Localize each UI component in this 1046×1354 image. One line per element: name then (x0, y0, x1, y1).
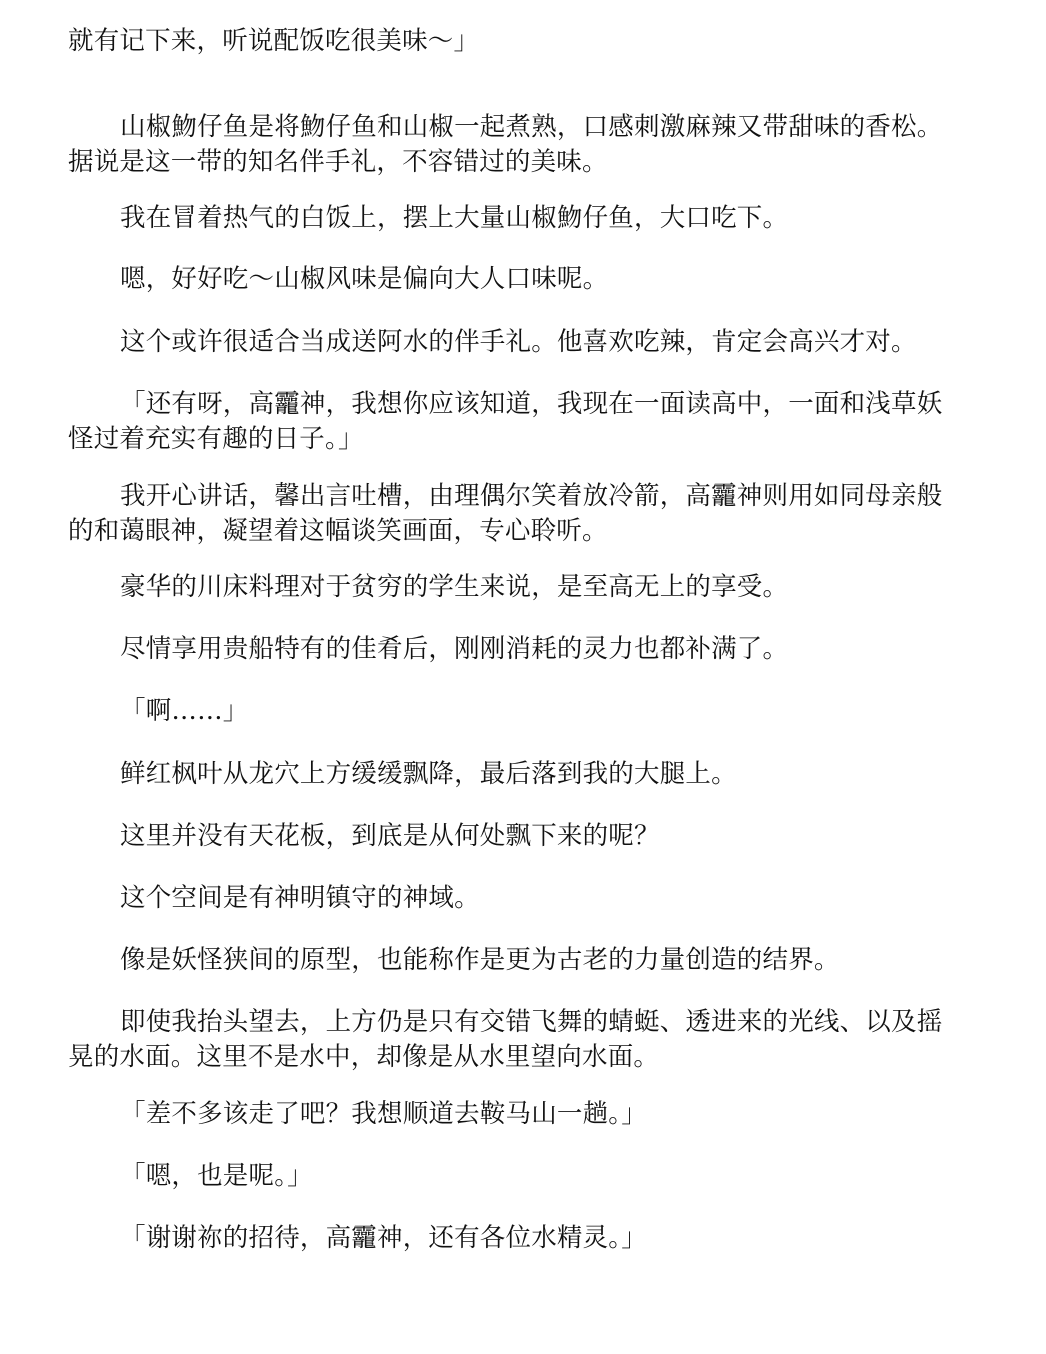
paragraph-line: 的和蔼眼神，凝望着这幅谈笑画面，专心聆听。 (68, 516, 608, 546)
paragraph-line: 这个或许很适合当成送阿水的伴手礼。他喜欢吃辣，肯定会高兴才对。 (120, 327, 917, 357)
paragraph-line: 「啊……」 (120, 696, 249, 726)
paragraph-line: 这里并没有天花板，到底是从何处飘下来的呢？ (120, 821, 660, 851)
paragraph (68, 881, 974, 916)
paragraph-line: 「谢谢祢的招待，高龗神，还有各位水精灵。」 (120, 1223, 647, 1253)
paragraph-line: 尽情享用贵船特有的佳肴后，刚刚消耗的灵力也都补满了。 (120, 634, 789, 664)
paragraph (68, 201, 974, 236)
paragraph-line: 「还有呀，高龗神，我想你应该知道，我现在一面读高中，一面和浅草妖 (120, 389, 943, 419)
paragraph-line: 就有记下来，听说配饭吃很美味～」 (68, 26, 480, 56)
paragraph (68, 387, 974, 457)
paragraph (68, 1221, 974, 1256)
paragraph-line: 嗯，好好吃～山椒风味是偏向大人口味呢。 (120, 264, 609, 294)
paragraph-line: 山椒魩仔鱼是将魩仔鱼和山椒一起煮熟，口感刺激麻辣又带甜味的香松。 (120, 112, 943, 142)
paragraph (68, 943, 974, 978)
paragraph (68, 110, 974, 180)
paragraph-line: 「差不多该走了吧？我想顺道去鞍马山一趟。」 (120, 1099, 647, 1129)
paragraph (68, 1005, 974, 1075)
paragraph-line: 即使我抬头望去，上方仍是只有交错飞舞的蜻蜓、透进来的光线、以及摇 (120, 1007, 943, 1037)
paragraph-line: 晃的水面。这里不是水中，却像是从水里望向水面。 (68, 1042, 660, 1072)
paragraph (68, 1159, 974, 1194)
paragraph (68, 819, 974, 854)
paragraph (68, 1097, 974, 1132)
paragraph (68, 325, 974, 360)
paragraph-line: 鲜红枫叶从龙穴上方缓缓飘降，最后落到我的大腿上。 (120, 759, 737, 789)
paragraph (68, 24, 974, 59)
paragraph (68, 570, 974, 605)
paragraph (68, 757, 974, 792)
paragraph-line: 像是妖怪狭间的原型，也能称作是更为古老的力量创造的结界。 (120, 945, 840, 975)
paragraph (68, 632, 974, 667)
paragraph (68, 262, 974, 297)
paragraph (68, 694, 974, 729)
paragraph-line: 这个空间是有神明镇守的神域。 (120, 883, 480, 913)
paragraph-line: 我在冒着热气的白饭上，摆上大量山椒魩仔鱼，大口吃下。 (120, 203, 789, 233)
paragraph-line: 「嗯，也是呢。」 (120, 1161, 313, 1191)
paragraph-line: 据说是这一带的知名伴手礼，不容错过的美味。 (68, 147, 608, 177)
paragraph-line: 怪过着充实有趣的日子。」 (68, 424, 364, 454)
paragraph-line: 豪华的川床料理对于贫穷的学生来说，是至高无上的享受。 (120, 572, 789, 602)
paragraph-line: 我开心讲话，馨出言吐槽，由理偶尔笑着放冷箭，高龗神则用如同母亲般 (120, 481, 943, 511)
paragraph (68, 479, 974, 549)
